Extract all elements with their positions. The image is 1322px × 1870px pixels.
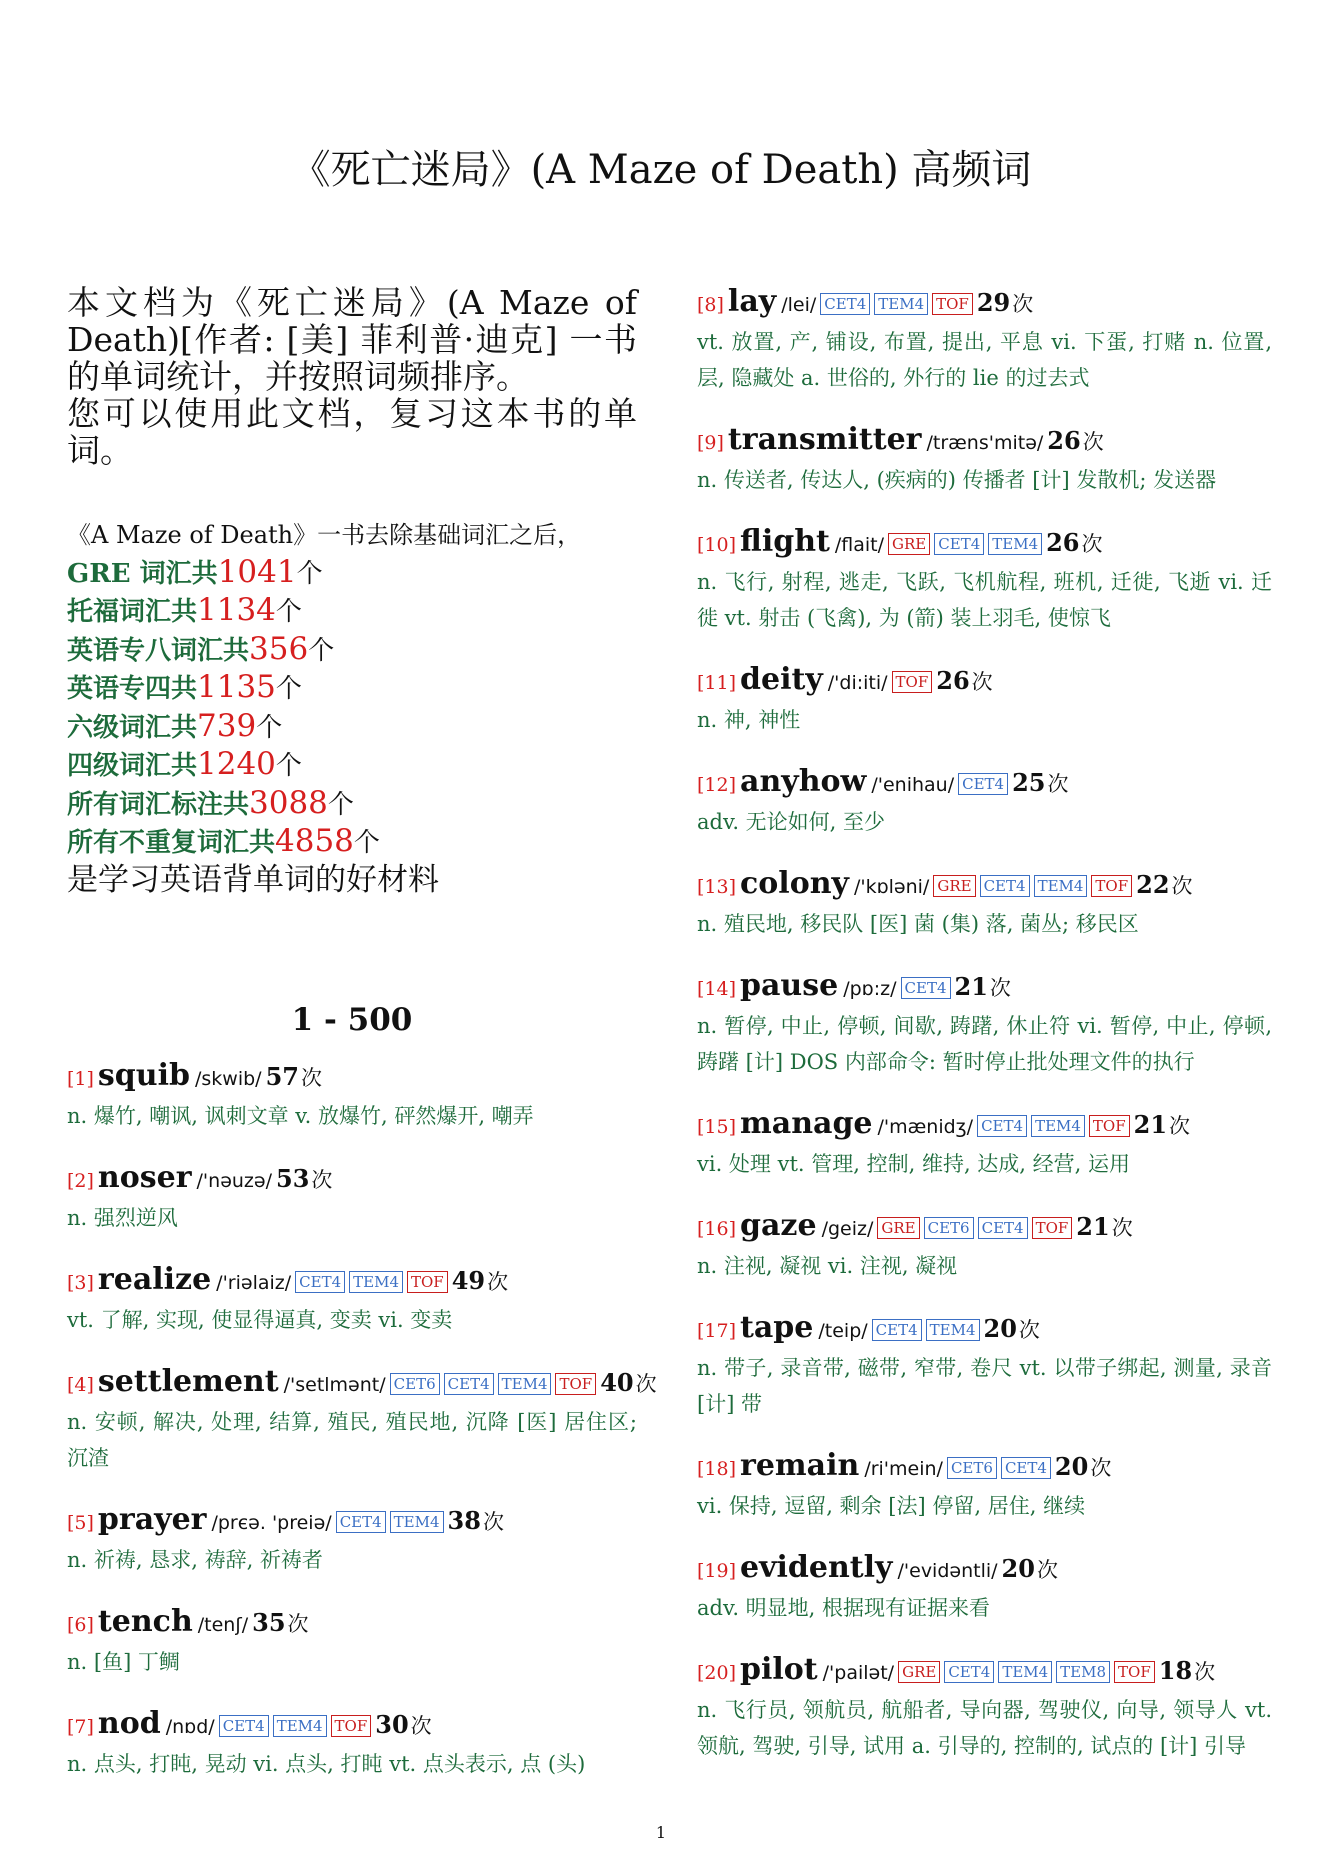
entry-index: [5] bbox=[67, 1512, 94, 1534]
word-entry bbox=[697, 284, 1272, 396]
definition: n. 强烈逆风 bbox=[67, 1206, 178, 1230]
word-entry bbox=[697, 968, 1272, 1080]
headword: noser bbox=[97, 1160, 192, 1195]
exam-tag-badge: TEM4 bbox=[998, 1661, 1052, 1683]
headword: realize bbox=[97, 1262, 212, 1297]
exam-tag-badge: CET4 bbox=[872, 1319, 922, 1341]
exam-tag-badge: GRE bbox=[888, 533, 930, 555]
exam-tag-badge: TEM4 bbox=[1034, 875, 1088, 897]
word-entry bbox=[697, 1106, 1272, 1182]
word-entry bbox=[697, 866, 1272, 942]
entry-index: [8] bbox=[697, 294, 724, 316]
word-entry bbox=[67, 1502, 637, 1578]
word-entry bbox=[67, 1706, 637, 1782]
headword: remain bbox=[740, 1448, 860, 1483]
definition: n. 殖民地, 移民队 [医] 菌 (集) 落, 菌丛; 移民区 bbox=[697, 912, 1139, 936]
phonetic: /flait/ bbox=[834, 534, 885, 556]
word-entry bbox=[697, 422, 1272, 498]
exam-tag-badge: GRE bbox=[933, 875, 975, 897]
definition: adv. 明显地, 根据现有证据来看 bbox=[697, 1596, 991, 1620]
exam-tag-badge: TEM8 bbox=[1056, 1661, 1110, 1683]
exam-tag-badge: CET4 bbox=[977, 1115, 1027, 1137]
definition: vi. 保持, 逗留, 剩余 [法] 停留, 居住, 继续 bbox=[697, 1494, 1086, 1518]
exam-tag-badge: TEM4 bbox=[874, 293, 928, 315]
phonetic: /teip/ bbox=[818, 1320, 868, 1342]
stats-lead: 《A Maze of Death》一书去除基础词汇之后， bbox=[67, 521, 582, 549]
entry-index: [20] bbox=[697, 1662, 737, 1684]
headword: tench bbox=[97, 1604, 193, 1639]
exam-tag-badge: CET4 bbox=[944, 1661, 994, 1683]
count-unit: 次 bbox=[410, 1714, 432, 1738]
exam-tag-badge: CET4 bbox=[1001, 1457, 1051, 1479]
count-unit: 次 bbox=[482, 1510, 504, 1534]
exam-tag-badge: CET6 bbox=[947, 1457, 997, 1479]
headword: deity bbox=[740, 662, 823, 697]
count-unit: 次 bbox=[989, 976, 1011, 1000]
entry-header bbox=[697, 284, 1272, 324]
frequency-count: 57 bbox=[265, 1062, 299, 1091]
page-number: 1 bbox=[655, 1823, 667, 1842]
word-list-left bbox=[67, 1058, 657, 1782]
entry-index: [11] bbox=[697, 672, 737, 694]
definition: n. 祈祷, 恳求, 祷辞, 祈祷者 bbox=[67, 1548, 323, 1572]
count-unit: 次 bbox=[1169, 1114, 1191, 1138]
phonetic: /tenʃ/ bbox=[197, 1614, 249, 1636]
exam-tag-badge: TOF bbox=[892, 671, 933, 693]
headword: pilot bbox=[740, 1652, 818, 1687]
stat-row: 六级词汇共739个 bbox=[67, 707, 283, 744]
definition: n. 飞行, 射程, 逃走, 飞跃, 飞机航程, 班机, 迁徙, 飞逝 vi. 迁徙 vt. 射击 (飞禽), 为 (箭) 装上羽毛, 使惊飞 bbox=[697, 570, 1272, 630]
headword: anyhow bbox=[740, 764, 867, 799]
exam-tag-badge: TOF bbox=[932, 293, 973, 315]
headword: flight bbox=[740, 524, 830, 559]
document-title: 《死亡迷局》(A Maze of Death) 高频词 bbox=[290, 147, 1032, 193]
phonetic: /'pailət/ bbox=[822, 1662, 895, 1684]
count-unit: 次 bbox=[287, 1612, 309, 1636]
exam-tag-badge: CET4 bbox=[336, 1511, 386, 1533]
count-unit: 次 bbox=[1082, 430, 1104, 454]
entry-header bbox=[67, 1262, 637, 1302]
entry-header bbox=[67, 1502, 637, 1542]
frequency-count: 53 bbox=[276, 1164, 310, 1193]
definition: vi. 处理 vt. 管理, 控制, 维持, 达成, 经营, 运用 bbox=[697, 1152, 1131, 1176]
phonetic: /'setlmənt/ bbox=[283, 1374, 386, 1396]
exam-tag-badge: CET4 bbox=[980, 875, 1030, 897]
phonetic: /træns'mitə/ bbox=[926, 432, 1044, 454]
word-entry bbox=[697, 764, 1272, 840]
entry-index: [4] bbox=[67, 1374, 94, 1396]
exam-tag-badge: CET4 bbox=[444, 1373, 494, 1395]
exam-tag-badge: TEM4 bbox=[926, 1319, 980, 1341]
entry-index: [16] bbox=[697, 1218, 737, 1240]
count-unit: 次 bbox=[971, 670, 993, 694]
entry-header bbox=[697, 1106, 1272, 1146]
exam-tag-badge: TEM4 bbox=[349, 1271, 403, 1293]
count-unit: 次 bbox=[1047, 772, 1069, 796]
entry-index: [17] bbox=[697, 1320, 737, 1342]
intro-line-2: 您可以使用此文档，复习这本书的单词。 bbox=[67, 394, 637, 470]
definition: n. 安顿, 解决, 处理, 结算, 殖民, 殖民地, 沉降 [医] 居住区; 沉渣 bbox=[67, 1410, 637, 1470]
intro-paragraph bbox=[67, 284, 637, 469]
phonetic: /'mænidʒ/ bbox=[877, 1116, 974, 1138]
phonetic: /'nəuzə/ bbox=[196, 1170, 272, 1192]
entry-header bbox=[697, 1550, 1272, 1590]
word-list-right bbox=[697, 284, 1272, 1764]
count-unit: 次 bbox=[487, 1270, 509, 1294]
stat-row: 英语专八词汇共356个 bbox=[67, 630, 335, 667]
entry-header bbox=[697, 524, 1272, 564]
frequency-count: 30 bbox=[375, 1710, 409, 1739]
exam-tag-badge: CET4 bbox=[934, 533, 984, 555]
stat-row: 托福词汇共1134个 bbox=[67, 592, 302, 628]
count-unit: 次 bbox=[1111, 1216, 1133, 1240]
entry-header bbox=[697, 764, 1272, 804]
definition: n. 注视, 凝视 vi. 注视, 凝视 bbox=[697, 1254, 958, 1278]
entry-header bbox=[697, 1208, 1272, 1248]
right-column bbox=[697, 284, 1272, 1790]
stat-row: 英语专四共1135个 bbox=[67, 669, 302, 705]
frequency-count: 20 bbox=[1054, 1452, 1089, 1481]
headword: colony bbox=[740, 866, 849, 901]
count-unit: 次 bbox=[1081, 532, 1103, 556]
word-entry bbox=[67, 1604, 637, 1680]
phonetic: /'riəlaiz/ bbox=[216, 1272, 292, 1294]
exam-tag-badge: TEM4 bbox=[498, 1373, 552, 1395]
exam-tag-badge: TOF bbox=[1089, 1115, 1130, 1137]
exam-tag-badge: CET4 bbox=[978, 1217, 1028, 1239]
section-heading: 1 - 500 bbox=[291, 1002, 413, 1038]
count-unit: 次 bbox=[300, 1066, 322, 1090]
exam-tag-badge: CET4 bbox=[295, 1271, 345, 1293]
phonetic: /lei/ bbox=[781, 294, 817, 316]
entry-index: [13] bbox=[697, 876, 737, 898]
count-unit: 次 bbox=[1036, 1558, 1058, 1582]
exam-tag-badge: TOF bbox=[331, 1715, 372, 1737]
word-entry bbox=[697, 1448, 1272, 1524]
phonetic: /'evidəntli/ bbox=[897, 1560, 998, 1582]
word-entry bbox=[67, 1160, 637, 1236]
definition: n. 传送者, 传达人, (疾病的) 传播者 [计] 发散机; 发送器 bbox=[697, 468, 1217, 492]
definition: n. 点头, 打盹, 晃动 vi. 点头, 打盹 vt. 点头表示, 点 (头) bbox=[67, 1752, 586, 1776]
definition: adv. 无论如何, 至少 bbox=[697, 810, 886, 834]
stat-row: GRE 词汇共1041个 bbox=[67, 553, 323, 590]
word-entry bbox=[697, 1208, 1272, 1284]
headword: manage bbox=[740, 1106, 873, 1141]
exam-tag-badge: CET6 bbox=[924, 1217, 974, 1239]
entry-header bbox=[67, 1058, 637, 1098]
phonetic: /prєə. 'preiə/ bbox=[211, 1512, 332, 1534]
word-entry bbox=[697, 1310, 1272, 1422]
headword: prayer bbox=[97, 1502, 207, 1537]
phonetic: /'enihau/ bbox=[871, 774, 955, 796]
frequency-count: 18 bbox=[1158, 1656, 1193, 1685]
exam-tag-badge: TEM4 bbox=[1031, 1115, 1085, 1137]
definition: n. 飞行员, 领航员, 航船者, 导向器, 驾驶仪, 向导, 领导人 vt. 领航, 驾驶, 引导, 试用 a. 引导的, 控制的, 试点的 [计] 引导 bbox=[697, 1698, 1272, 1758]
stat-row: 四级词汇共1240个 bbox=[67, 746, 302, 782]
frequency-count: 35 bbox=[252, 1608, 286, 1637]
definition: n. 神, 神性 bbox=[697, 708, 801, 732]
exam-tag-badge: TEM4 bbox=[390, 1511, 444, 1533]
definition: vt. 放置, 产, 铺设, 布置, 提出, 平息 vi. 下蛋, 打赌 n. 位置, 层, 隐藏处 a. 世俗的, 外行的 lie 的过去式 bbox=[697, 330, 1272, 390]
frequency-count: 20 bbox=[1001, 1554, 1035, 1583]
headword: gaze bbox=[740, 1208, 817, 1243]
count-unit: 次 bbox=[1171, 874, 1193, 898]
headword: lay bbox=[727, 284, 777, 319]
frequency-count: 21 bbox=[1076, 1212, 1110, 1241]
entry-index: [2] bbox=[67, 1170, 94, 1192]
word-entry bbox=[697, 662, 1272, 738]
frequency-count: 25 bbox=[1012, 768, 1046, 797]
count-unit: 次 bbox=[1194, 1660, 1216, 1684]
entry-index: [1] bbox=[67, 1068, 94, 1090]
phonetic: /skwib/ bbox=[194, 1068, 262, 1090]
intro-line-1: 本文档为《死亡迷局》(A Maze of Death)[作者: [美] 菲利普·迪克] 一书的单词统计，并按照词频排序。 bbox=[67, 283, 637, 396]
headword: tape bbox=[740, 1310, 814, 1345]
entry-header bbox=[67, 1364, 657, 1404]
stat-row: 所有不重复词汇共4858个 bbox=[67, 823, 380, 859]
exam-tag-badge: TOF bbox=[1114, 1661, 1155, 1683]
word-entry bbox=[67, 1364, 657, 1476]
frequency-count: 20 bbox=[983, 1314, 1017, 1343]
entry-header bbox=[697, 1448, 1272, 1488]
frequency-count: 26 bbox=[1047, 426, 1081, 455]
entry-index: [15] bbox=[697, 1116, 737, 1138]
exam-tag-badge: TOF bbox=[1032, 1217, 1073, 1239]
frequency-count: 21 bbox=[1133, 1110, 1168, 1139]
entry-header bbox=[67, 1706, 637, 1746]
entry-header bbox=[697, 422, 1272, 462]
exam-tag-badge: CET4 bbox=[219, 1715, 269, 1737]
entry-header bbox=[67, 1160, 637, 1200]
exam-tag-badge: GRE bbox=[898, 1661, 940, 1683]
entry-index: [7] bbox=[67, 1716, 94, 1738]
entry-header bbox=[697, 1652, 1272, 1692]
entry-header bbox=[697, 968, 1272, 1008]
count-unit: 次 bbox=[311, 1168, 333, 1192]
vocabulary-stats bbox=[67, 517, 637, 898]
count-unit: 次 bbox=[635, 1372, 657, 1396]
stats-closing: 是学习英语背单词的好材料 bbox=[67, 861, 439, 898]
definition: n. 带子, 录音带, 磁带, 窄带, 卷尺 vt. 以带子绑起, 测量, 录音 [计] 带 bbox=[697, 1356, 1272, 1416]
entry-index: [9] bbox=[697, 432, 724, 454]
phonetic: /pɒ:z/ bbox=[843, 978, 897, 1000]
phonetic: /ri'mein/ bbox=[864, 1458, 943, 1480]
frequency-count: 21 bbox=[954, 972, 988, 1001]
stat-row: 所有词汇标注共3088个 bbox=[67, 784, 354, 821]
count-unit: 次 bbox=[1018, 1318, 1040, 1342]
headword: squib bbox=[97, 1058, 190, 1093]
phonetic: /nɒd/ bbox=[165, 1716, 215, 1738]
headword: nod bbox=[97, 1706, 161, 1741]
headword: transmitter bbox=[727, 422, 922, 457]
exam-tag-badge: TEM4 bbox=[273, 1715, 327, 1737]
phonetic: /'kɒləni/ bbox=[853, 876, 930, 898]
frequency-count: 22 bbox=[1136, 870, 1170, 899]
frequency-count: 38 bbox=[447, 1506, 481, 1535]
headword: evidently bbox=[740, 1550, 893, 1585]
word-entry bbox=[67, 1058, 637, 1134]
phonetic: /geiz/ bbox=[821, 1218, 874, 1240]
exam-tag-badge: CET4 bbox=[901, 977, 951, 999]
word-entry bbox=[67, 1262, 637, 1338]
entry-index: [12] bbox=[697, 774, 737, 796]
count-unit: 次 bbox=[1090, 1456, 1112, 1480]
count-unit: 次 bbox=[1012, 292, 1034, 316]
exam-tag-badge: GRE bbox=[877, 1217, 919, 1239]
entry-index: [3] bbox=[67, 1272, 94, 1294]
entry-header bbox=[697, 662, 1272, 702]
phonetic: /'di:iti/ bbox=[827, 672, 888, 694]
exam-tag-badge: CET6 bbox=[390, 1373, 440, 1395]
exam-tag-badge: CET4 bbox=[958, 773, 1008, 795]
entry-header bbox=[67, 1604, 637, 1644]
headword: pause bbox=[740, 968, 839, 1003]
entry-index: [10] bbox=[697, 534, 737, 556]
word-entry bbox=[697, 1652, 1272, 1764]
frequency-count: 26 bbox=[936, 666, 970, 695]
exam-tag-badge: TOF bbox=[407, 1271, 448, 1293]
exam-tag-badge: TEM4 bbox=[988, 533, 1042, 555]
exam-tag-badge: CET4 bbox=[820, 293, 870, 315]
definition: n. [鱼] 丁鲷 bbox=[67, 1650, 180, 1674]
word-entry bbox=[697, 524, 1272, 636]
frequency-count: 29 bbox=[976, 288, 1011, 317]
headword: settlement bbox=[97, 1364, 279, 1399]
entry-header bbox=[697, 866, 1272, 906]
definition: n. 爆竹, 嘲讽, 讽刺文章 v. 放爆竹, 砰然爆开, 嘲弄 bbox=[67, 1104, 534, 1128]
definition: vt. 了解, 实现, 使显得逼真, 变卖 vi. 变卖 bbox=[67, 1308, 453, 1332]
exam-tag-badge: TOF bbox=[1091, 875, 1132, 897]
entry-index: [19] bbox=[697, 1560, 737, 1582]
left-column bbox=[67, 283, 657, 1808]
frequency-count: 40 bbox=[600, 1368, 634, 1397]
exam-tag-badge: TOF bbox=[555, 1373, 596, 1395]
entry-index: [14] bbox=[697, 978, 737, 1000]
definition: n. 暂停, 中止, 停顿, 间歇, 踌躇, 休止符 vi. 暂停, 中止, 停顿, 踌躇 [计] DOS 内部命令: 暂时停止批处理文件的执行 bbox=[697, 1014, 1272, 1074]
frequency-count: 49 bbox=[451, 1266, 486, 1295]
frequency-count: 26 bbox=[1046, 528, 1080, 557]
word-entry bbox=[697, 1550, 1272, 1626]
entry-index: [6] bbox=[67, 1614, 94, 1636]
entry-header bbox=[697, 1310, 1272, 1350]
entry-index: [18] bbox=[697, 1458, 737, 1480]
